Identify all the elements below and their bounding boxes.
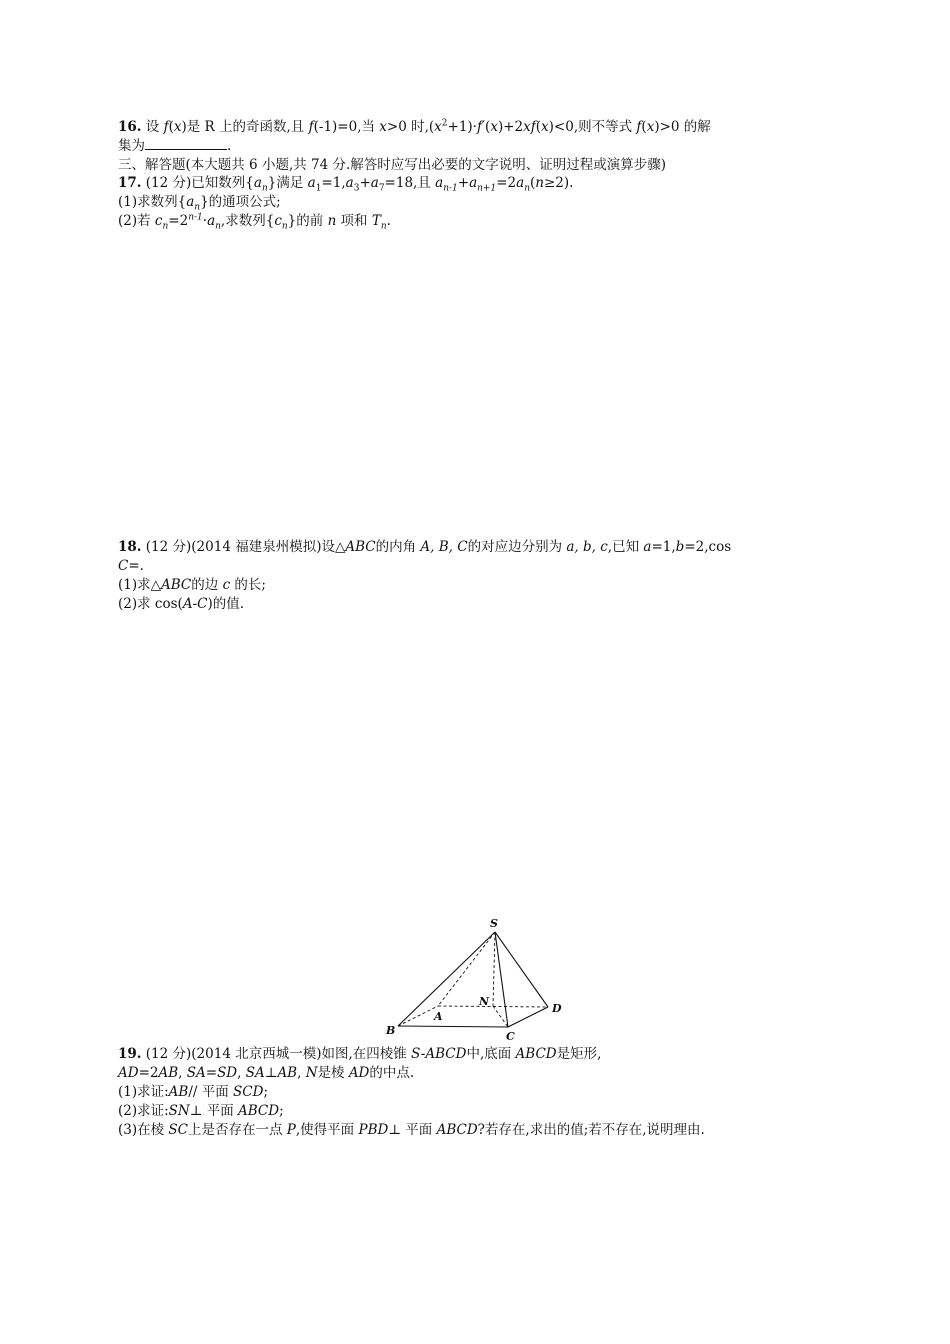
- q18-math: a, b, c: [566, 539, 608, 555]
- q18-part-2: [118, 595, 244, 613]
- q19-text: ⊥: [264, 1065, 278, 1081]
- q19-math: P: [286, 1122, 296, 1138]
- q16-number: 16.: [118, 119, 142, 135]
- q18-text: (12 分)(2014 福建泉州模拟)设△: [141, 539, 346, 555]
- q17-sub: 1: [315, 183, 322, 194]
- q18-line-2: [118, 557, 144, 575]
- q18-text: 的长;: [230, 577, 266, 593]
- q17-sub: n: [380, 221, 387, 232]
- q17-text: =18,且: [384, 175, 436, 191]
- edge-CD: [508, 1007, 548, 1027]
- q16-math: f: [163, 119, 169, 135]
- q16-math: f: [476, 119, 482, 135]
- q17-number: 17.: [118, 175, 142, 191]
- q17-math: a: [516, 175, 525, 191]
- q18-text: 的边: [191, 577, 223, 593]
- q19-text: ⊥ 平面: [388, 1122, 437, 1138]
- q17-text: }满足: [267, 175, 308, 191]
- q19-part-2: [118, 1102, 284, 1120]
- edge-SD: [495, 932, 548, 1007]
- q17-math: a: [370, 175, 379, 191]
- q17-sub: n: [194, 202, 201, 213]
- q19-text: // 平面: [188, 1084, 234, 1100]
- q18-math: A-C: [182, 596, 208, 612]
- q18-math: ABC: [345, 539, 376, 555]
- q19-text: (1)求证:: [118, 1084, 169, 1100]
- q17-math: n: [327, 213, 337, 229]
- q17-sub: 3: [353, 183, 360, 194]
- q17-math: a: [469, 175, 478, 191]
- q17-math: a: [253, 175, 262, 191]
- q17-math: a: [435, 175, 444, 191]
- edge-SC: [495, 932, 508, 1027]
- q16-text: >0 时,(: [386, 119, 435, 135]
- q17-text: +: [359, 175, 371, 191]
- q18-text: 的对应边分别为: [467, 539, 567, 555]
- q19-text: =2: [138, 1065, 159, 1081]
- q16-text: (: [535, 119, 542, 135]
- q16-text: ′(: [481, 119, 491, 135]
- q19-math: AD: [348, 1065, 370, 1081]
- q16-math: x: [434, 119, 442, 135]
- q17-sub: 7: [378, 183, 385, 194]
- q17-part-1: [118, 193, 281, 211]
- q16-math: x: [173, 119, 182, 135]
- q17-sub: n: [261, 183, 268, 194]
- q19-math: N: [305, 1065, 318, 1081]
- q17-text: ,求数列{: [220, 213, 275, 229]
- q18-text: 的内角: [375, 539, 421, 555]
- q19-math: S-ABCD: [411, 1046, 467, 1062]
- q17-sup: n-1: [188, 212, 203, 223]
- q17-sub: n: [215, 221, 221, 232]
- q16-math: f: [530, 119, 536, 135]
- q19-math: SD: [217, 1065, 238, 1081]
- q16-line-1: [118, 118, 711, 136]
- q18-math: ABC: [161, 577, 192, 593]
- q19-math: SC: [168, 1122, 188, 1138]
- q17-sub: n: [524, 183, 530, 194]
- answer-blank: [145, 137, 227, 150]
- q18-line-1: [118, 538, 731, 556]
- q17-text: (: [529, 175, 536, 191]
- q19-text: 的中点.: [369, 1065, 415, 1081]
- q18-text: ,已知: [607, 539, 644, 555]
- q18-text: =1,: [651, 539, 676, 555]
- segment-SN-hidden: [493, 932, 495, 1006]
- q19-part-1: [118, 1083, 268, 1101]
- q19-math: ABCD: [436, 1122, 478, 1138]
- q17-part-2: [118, 212, 391, 230]
- q19-math: AB: [168, 1084, 189, 1100]
- q17-sub: n-1: [443, 183, 458, 194]
- q17-text: ·: [202, 213, 208, 229]
- q19-math: SN: [168, 1103, 190, 1119]
- q17-sub: n: [281, 221, 288, 232]
- label-A: A: [434, 1010, 443, 1023]
- q17-text: }的通项公式;: [200, 194, 281, 210]
- q18-text: =.: [128, 558, 144, 574]
- q18-math: C: [118, 558, 129, 574]
- q16-text: )是 R 上的奇函数,且: [181, 119, 309, 135]
- q17-text: =2: [168, 213, 189, 229]
- q16-text: (-1)=0,当: [313, 119, 380, 135]
- q17-sub: n: [162, 221, 169, 232]
- q19-math: SA: [186, 1065, 206, 1081]
- q16-text: .: [227, 138, 232, 154]
- q19-text: ,: [297, 1065, 306, 1081]
- q16-text: )<0,则不等式: [548, 119, 637, 135]
- q16-text: )+2: [497, 119, 524, 135]
- pyramid-figure: [378, 914, 578, 1044]
- q19-math: SCD: [233, 1084, 264, 1100]
- q19-part-3: [118, 1121, 705, 1139]
- q19-text: (2)求证:: [118, 1103, 169, 1119]
- q18-part-1: [118, 576, 266, 594]
- q19-text: ⊥ 平面: [189, 1103, 239, 1119]
- q17-math: c: [154, 213, 163, 229]
- q16-math: f: [636, 119, 642, 135]
- q17-text: }的前: [287, 213, 328, 229]
- q19-text: ;: [263, 1084, 268, 1100]
- q19-number: 19.: [118, 1046, 142, 1062]
- q18-number: 18.: [118, 539, 142, 555]
- q17-text: =1,: [321, 175, 346, 191]
- q18-math: b: [675, 539, 685, 555]
- q19-math: AB: [277, 1065, 298, 1081]
- q19-text: (12 分)(2014 北京西城一模)如图,在四棱锥: [141, 1046, 412, 1062]
- q17-line-1: [118, 174, 573, 192]
- q19-math: ABCD: [238, 1103, 280, 1119]
- q17-sub: n+1: [477, 183, 497, 194]
- q16-text: (: [641, 119, 647, 135]
- q19-line-2: [118, 1064, 414, 1082]
- q19-math: AD: [118, 1065, 139, 1081]
- q17-text: .: [386, 213, 391, 229]
- edge-SB: [398, 932, 495, 1026]
- q17-text: (2)若: [118, 213, 155, 229]
- q16-math: x: [379, 119, 387, 135]
- q16-text: +1)·: [447, 119, 477, 135]
- label-B: B: [386, 1024, 396, 1037]
- section-heading: 三、解答题(本大题共 6 小题,共 74 分.解答时应写出必要的文字说明、证明过程或演算步骤): [118, 157, 667, 173]
- q18-math: A, B, C: [420, 539, 468, 555]
- q18-math: c: [222, 577, 231, 593]
- q16-text: (: [168, 119, 174, 135]
- q19-text: ,: [178, 1065, 187, 1081]
- edge-AB-hidden: [398, 1006, 438, 1026]
- label-C: C: [506, 1030, 515, 1043]
- q19-math: SA: [245, 1065, 265, 1081]
- q19-text: ;: [279, 1103, 284, 1119]
- label-N: N: [479, 995, 490, 1008]
- q16-math: x: [523, 119, 531, 135]
- q19-text: ,: [237, 1065, 246, 1081]
- q17-text: =2: [496, 175, 517, 191]
- q16-math: x: [490, 119, 498, 135]
- q19-math: PBD: [358, 1122, 389, 1138]
- q16-math: x: [646, 119, 655, 135]
- q16-line-2: [118, 137, 231, 155]
- q17-text: ≥2).: [543, 175, 574, 191]
- q17-text: (12 分)已知数列{: [141, 175, 254, 191]
- q16-text: 设: [141, 119, 164, 135]
- q19-text: (3)在棱: [118, 1122, 169, 1138]
- q19-text: ,使得平面: [295, 1122, 359, 1138]
- q19-line-1: [118, 1045, 601, 1063]
- q17-text: (1)求数列{: [118, 194, 187, 210]
- q17-math: a: [345, 175, 354, 191]
- q17-math: a: [207, 213, 216, 229]
- q19-math: AB: [158, 1065, 179, 1081]
- q19-text: 是矩形,: [556, 1046, 602, 1062]
- q18-text: =2,cos: [684, 539, 732, 555]
- q18-text: )的值.: [207, 596, 245, 612]
- label-S: S: [490, 917, 498, 930]
- q17-text: 项和: [336, 213, 372, 229]
- q17-math: a: [307, 175, 316, 191]
- q16-math: f: [308, 119, 314, 135]
- q16-text: )>0 的解: [654, 119, 711, 135]
- q19-text: 是棱: [317, 1065, 349, 1081]
- q19-text: ?若存在,求出的值;若不存在,说明理由.: [477, 1122, 705, 1138]
- q17-math: a: [186, 194, 195, 210]
- q17-text: +: [457, 175, 470, 191]
- q19-text: 上是否存在一点: [188, 1122, 287, 1138]
- q17-math: T: [371, 213, 381, 229]
- q18-text: (2)求 cos(: [118, 596, 183, 612]
- edge-BC: [398, 1026, 508, 1027]
- q16-text: 集为: [118, 138, 145, 154]
- q18-math: a: [643, 539, 652, 555]
- q16-math: x: [541, 119, 549, 135]
- q16-sup: 2: [441, 118, 448, 129]
- q19-text: 中,底面: [466, 1046, 516, 1062]
- q19-math: ABCD: [515, 1046, 557, 1062]
- label-D: D: [552, 1002, 562, 1015]
- q19-text: =: [205, 1065, 218, 1081]
- q18-text: (1)求△: [118, 577, 162, 593]
- q17-math: n: [535, 175, 544, 191]
- q17-math: c: [274, 213, 282, 229]
